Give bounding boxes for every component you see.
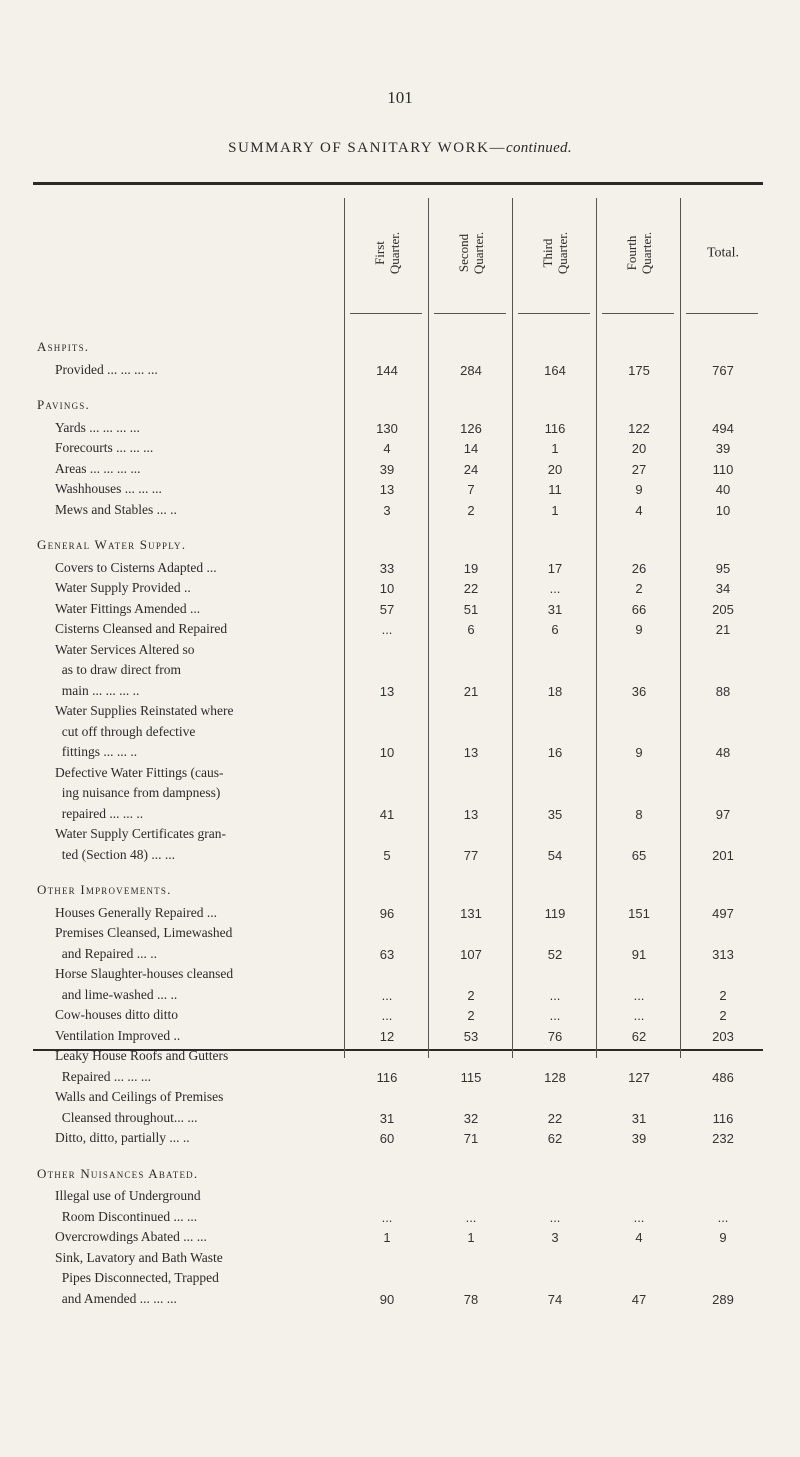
table-cell: 130 [376, 420, 398, 436]
table-cell: 1 [551, 441, 559, 456]
column-header [429, 195, 513, 311]
table-cell: ... [381, 987, 393, 1003]
table-cell: 3 [551, 1230, 559, 1245]
table-cell: 47 [631, 1291, 647, 1307]
title-suffix: continued. [505, 140, 572, 156]
table-cell: 36 [631, 683, 647, 699]
table-cell: 35 [547, 806, 563, 822]
table-cell: ... [633, 1209, 645, 1225]
row-label: Yards ... ... ... ... [55, 419, 140, 435]
table-cell: 39 [631, 1131, 647, 1146]
table-cell: 164 [544, 362, 566, 378]
table-cell: 4 [635, 502, 643, 518]
column-header [345, 195, 429, 311]
table-cell: ... [633, 987, 645, 1003]
table-cell: 48 [715, 745, 731, 760]
table-cell: 201 [712, 847, 734, 863]
table-cell: 74 [547, 1291, 563, 1307]
table-cell: 131 [460, 905, 482, 921]
table-cell: 767 [712, 362, 734, 378]
table-cell: 128 [544, 1069, 566, 1085]
table-cell: 10 [715, 502, 731, 518]
table-cell: 6 [551, 622, 559, 637]
table-cell: 9 [635, 745, 643, 760]
table-cell: 24 [463, 461, 479, 477]
table-cell: 21 [715, 622, 731, 637]
column-header [597, 195, 681, 311]
row-label: Leaky House Roofs and Gutters Repaired ... ... ... [55, 1048, 229, 1084]
header-underline [350, 313, 422, 314]
table-cell: ... [549, 1008, 561, 1023]
table-cell: 13 [379, 482, 395, 497]
row-label: Washhouses ... ... ... [55, 481, 162, 496]
table-cell: 9 [635, 482, 643, 497]
table-cell: 11 [548, 482, 562, 497]
column-header-label: First Quarter. [372, 231, 402, 275]
row-label: Provided ... ... ... ... [55, 361, 158, 377]
table-cell: 18 [547, 683, 563, 699]
table-cell: 13 [463, 806, 479, 822]
table-cell: 2 [635, 581, 643, 596]
page-title [0, 140, 800, 157]
table-cell: 126 [460, 420, 482, 436]
row-label: Defective Water Fittings (caus- ing nuisance from dampness) repaired ... ... .. [55, 764, 224, 821]
row-label: Ventilation Improved .. [55, 1027, 181, 1043]
table-cell: ... [465, 1209, 477, 1225]
table-cell: 205 [712, 601, 734, 617]
table-cell: 53 [463, 1028, 479, 1044]
table-cell: 115 [460, 1069, 482, 1085]
row-label: Mews and Stables ... .. [55, 501, 177, 517]
table-cell: 8 [635, 806, 643, 822]
table-cell: 16 [547, 745, 563, 760]
row-label: Walls and Ceilings of Premises Cleansed throughout... ... [55, 1089, 224, 1125]
table-cell: 2 [467, 987, 475, 1003]
table-cell: 4 [383, 441, 391, 456]
row-label: Water Supplies Reinstated where cut off through defective fittings ... ... .. [55, 703, 234, 759]
table-cell: 88 [715, 683, 731, 699]
section-heading: General Water Supply. [37, 537, 187, 552]
table-cell: 54 [547, 847, 563, 863]
table-cell: ... [381, 1209, 393, 1225]
table-cell: 5 [383, 847, 391, 863]
table-cell: 76 [547, 1028, 563, 1044]
table-cell: ... [549, 581, 561, 596]
page-number: 101 [387, 88, 413, 107]
row-label: Cisterns Cleansed and Repaired [55, 621, 228, 636]
table-cell: 96 [379, 905, 395, 921]
table-cell: 116 [544, 420, 566, 436]
table-cell: 32 [463, 1110, 479, 1126]
row-label: Covers to Cisterns Adapted ... [55, 559, 217, 575]
table-cell: 71 [463, 1131, 479, 1146]
section-heading: Other Nuisances Abated. [37, 1165, 199, 1181]
header-underline [602, 313, 674, 314]
table-cell: 116 [712, 1110, 734, 1126]
table-cell: 144 [376, 362, 398, 378]
table-cell: 40 [715, 482, 731, 497]
table-cell: ... [549, 987, 561, 1003]
table-cell: 289 [712, 1291, 734, 1307]
table-cell: 22 [547, 1110, 563, 1126]
table-cell: 116 [376, 1069, 398, 1085]
row-label: Sink, Lavatory and Bath Waste Pipes Disconnected, Trapped and Amended ... ... ... [55, 1249, 223, 1306]
table-cell: 122 [628, 420, 650, 436]
table-cell: 494 [712, 420, 734, 436]
table-cell: 20 [547, 461, 563, 477]
table-cell: 95 [715, 560, 731, 576]
table-cell: 90 [379, 1291, 395, 1307]
table-cell: ... [633, 1008, 645, 1023]
row-label: Premises Cleansed, Limewashed and Repaired ... .. [55, 925, 233, 961]
table-cell: 232 [712, 1131, 734, 1146]
header-underline [686, 313, 758, 314]
table-cell: 39 [715, 441, 731, 456]
table-cell: 2 [467, 502, 475, 518]
table-cell: 2 [719, 987, 727, 1003]
table-cell: 107 [460, 946, 482, 962]
table-cell: 10 [379, 745, 395, 760]
table-cell: 41 [379, 806, 395, 822]
table-cell: 12 [379, 1028, 395, 1044]
table-cell: 119 [544, 905, 566, 921]
section-heading: Pavings. [37, 397, 90, 412]
column-header-label: Third Quarter. [540, 231, 570, 275]
table-cell: 4 [635, 1230, 643, 1245]
table-cell: 7 [467, 482, 475, 497]
table-cell: ... [549, 1209, 561, 1225]
table-cell: 2 [719, 1008, 727, 1023]
column-header [681, 195, 765, 311]
table-cell: 65 [631, 847, 647, 863]
table-cell: 127 [628, 1069, 650, 1085]
table-cell: 21 [463, 683, 479, 699]
row-label: Ditto, ditto, partially ... .. [55, 1130, 190, 1145]
table-cell: 66 [631, 601, 647, 617]
table-cell: 14 [463, 441, 479, 456]
table-cell: 57 [379, 601, 395, 617]
row-label: Horse Slaughter-houses cleansed and lime-washed ... .. [55, 966, 234, 1002]
row-label: Cow-houses ditto ditto [55, 1007, 179, 1022]
column-header-label: Total. [706, 245, 740, 261]
table-cell: 62 [631, 1028, 647, 1044]
table-cell: 9 [635, 622, 643, 637]
table-cell: 284 [460, 362, 482, 378]
table-cell: 77 [463, 847, 479, 863]
table-cell: 97 [715, 806, 731, 822]
row-label: Forecourts ... ... ... [55, 440, 154, 455]
table-cell: 10 [379, 581, 395, 596]
column-header [513, 195, 597, 311]
row-label: Overcrowdings Abated ... ... [55, 1229, 207, 1244]
table-cell: ... [381, 1008, 393, 1023]
table-cell: 9 [719, 1230, 727, 1245]
table-cell: 52 [547, 946, 563, 962]
table-cell: 33 [379, 560, 395, 576]
column-header-label: Second Quarter. [456, 231, 486, 275]
table-cell: 60 [379, 1131, 395, 1146]
table-cell: 1 [551, 502, 559, 518]
title-main: SUMMARY OF SANITARY WORK— [228, 140, 506, 156]
table-cell: 31 [631, 1110, 647, 1126]
table-cell: 63 [379, 946, 395, 962]
header-underline [518, 313, 590, 314]
table-cell: ... [381, 622, 393, 637]
row-label: Illegal use of Underground Room Discontinued ... ... [55, 1188, 201, 1224]
table-cell: 31 [379, 1110, 395, 1126]
section-heading: Other Improvements. [37, 882, 172, 897]
table-cell: 110 [712, 461, 734, 477]
table-cell: 91 [631, 946, 647, 962]
table-cell: 34 [715, 581, 731, 596]
table-cell: 31 [547, 601, 563, 617]
table-cell: 17 [547, 560, 563, 576]
row-label: Houses Generally Repaired ... [55, 904, 217, 920]
table-cell: 22 [463, 581, 479, 596]
row-label: Water Supply Provided .. [55, 580, 191, 595]
table-cell: 175 [628, 362, 650, 378]
section-heading: Ashpits. [37, 339, 90, 354]
table-cell: 26 [631, 560, 647, 576]
table-cell: 13 [463, 745, 479, 760]
header-underline [434, 313, 506, 314]
table-cell: 203 [712, 1028, 734, 1044]
column-header-label: Fourth Quarter. [624, 231, 654, 275]
table-cell: 486 [712, 1069, 734, 1085]
table-cell: 1 [467, 1230, 475, 1245]
row-label: Water Fittings Amended ... [55, 600, 201, 616]
table-cell: 151 [628, 905, 650, 921]
table-cell: 2 [467, 1008, 475, 1023]
table-cell: 313 [712, 946, 734, 962]
table-cell: ... [717, 1209, 729, 1225]
table-cell: 13 [379, 683, 395, 699]
row-label: Areas ... ... ... ... [55, 460, 141, 476]
table-cell: 78 [463, 1291, 479, 1307]
table-cell: 3 [383, 502, 391, 518]
table-cell: 39 [379, 461, 395, 477]
table-cell: 20 [631, 441, 647, 456]
table-cell: 1 [383, 1230, 391, 1245]
table-cell: 19 [463, 560, 479, 576]
table-cell: 497 [712, 905, 734, 921]
top-rule [33, 182, 763, 185]
table-cell: 62 [547, 1131, 563, 1146]
row-label: Water Services Altered so as to draw direct from main ... ... ... .. [55, 641, 195, 698]
table-cell: 27 [631, 461, 647, 477]
row-label: Water Supply Certificates gran- ted (Section 48) ... ... [55, 826, 226, 862]
table-cell: 51 [463, 601, 479, 617]
table-cell: 6 [467, 622, 475, 637]
